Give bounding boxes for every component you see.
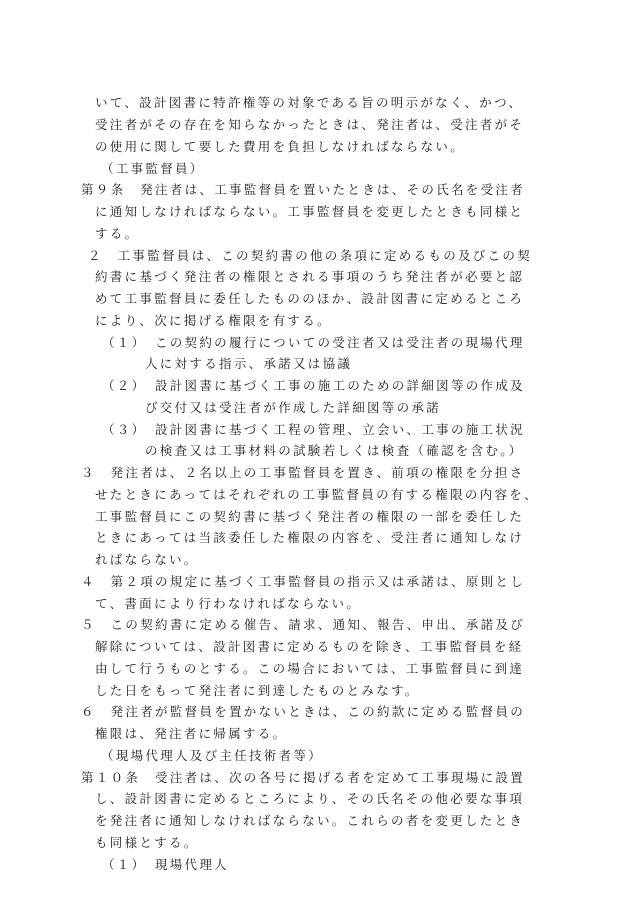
paragraph-start-line: ２ 工事監督員は、この契約書の他の条項に定めるもの及びこの契 [88, 248, 533, 263]
text-line: 権限は、発注者に帰属する。 [95, 726, 288, 741]
section-heading: （現場代理人及び主任技術者等） [101, 748, 324, 763]
text-line: めて工事監督員に委任したもののほか、設計図書に定めるところ [95, 291, 525, 306]
text-line: せたときにあってはそれぞれの工事監督員の有する権限の内容を、 [95, 487, 539, 502]
text-line: を発注者に通知しなければならない。これらの者を変更したとき [95, 813, 525, 828]
paragraph-start-line: ６ 発注者が監督員を置かないときは、この約款に定める監督員の [81, 704, 526, 719]
text-line: 受注者がその存在を知らなかったときは、発注者は、受注者がそ [95, 117, 525, 132]
text-line: ればならない。 [95, 552, 199, 567]
text-line: に通知しなければならない。工事監督員を変更したときも同様と [95, 204, 525, 219]
text-line: 約書に基づく発注者の権限とされる事項のうち発注者が必要と認 [95, 269, 525, 284]
text-line: した日をもって発注者に到達したものとみなす。 [95, 683, 420, 698]
text-line: も同様とする。 [95, 835, 199, 850]
list-item-line: （１） 現場代理人 [102, 857, 229, 872]
list-item-continuation: の検査又は工事材料の試験若しくは検査（確認を含む。） [145, 443, 524, 458]
text-line: により、次に掲げる権限を有する。 [95, 313, 332, 328]
section-heading: （工事監督員） [101, 161, 205, 176]
text-line: 解除については、設計図書に定めるものを除き、工事監督員を経 [95, 639, 524, 654]
text-line: 由して行うものとする。この場合においては、工事監督員に到達 [95, 661, 525, 676]
text-line: し、設計図書に定めるところにより、その氏名その他必要な事項 [95, 791, 525, 806]
article-heading-line: 第１０条 受注者は、次の各号に掲げる者を定めて工事現場に設置 [81, 770, 526, 785]
text-line: て、書面により行わなければならない。 [95, 596, 362, 611]
paragraph-start-line: ３ 発注者は、２名以上の工事監督員を置き、前項の権限を分担さ [81, 465, 525, 480]
text-line: ときにあっては当該委任した権限の内容を、受注者に通知しなけ [95, 530, 525, 545]
paragraph-start-line: ４ 第２項の規定に基づく工事監督員の指示又は承諾は、原則とし [81, 574, 526, 589]
article-heading-line: 第９条 発注者は、工事監督員を置いたときは、その氏名を受注者 [81, 182, 526, 197]
list-item-line: （２） 設計図書に基づく工事の施工のための詳細図等の作成及 [102, 378, 525, 393]
paragraph-start-line: ５ この契約書に定める催告、請求、通知、報告、申出、承諾及び [81, 617, 526, 632]
list-item-continuation: び交付又は受注者が作成した詳細図等の承諾 [145, 400, 442, 415]
text-line: の使用に関して要した費用を負担しなければならない。 [95, 139, 466, 154]
text-line: 工事監督員にこの契約書に基づく発注者の権限の一部を委任した [95, 509, 525, 524]
list-item-continuation: 人に対する指示、承諾又は協議 [145, 356, 353, 371]
text-line: いて、設計図書に特許権等の対象である旨の明示がなく、かつ、 [95, 95, 524, 110]
list-item-line: （３） 設計図書に基づく工程の管理、立会い、工事の施工状況 [102, 422, 525, 437]
list-item-line: （１） この契約の履行についての受注者又は受注者の現場代理 [102, 335, 525, 350]
text-line: する。 [95, 226, 140, 241]
